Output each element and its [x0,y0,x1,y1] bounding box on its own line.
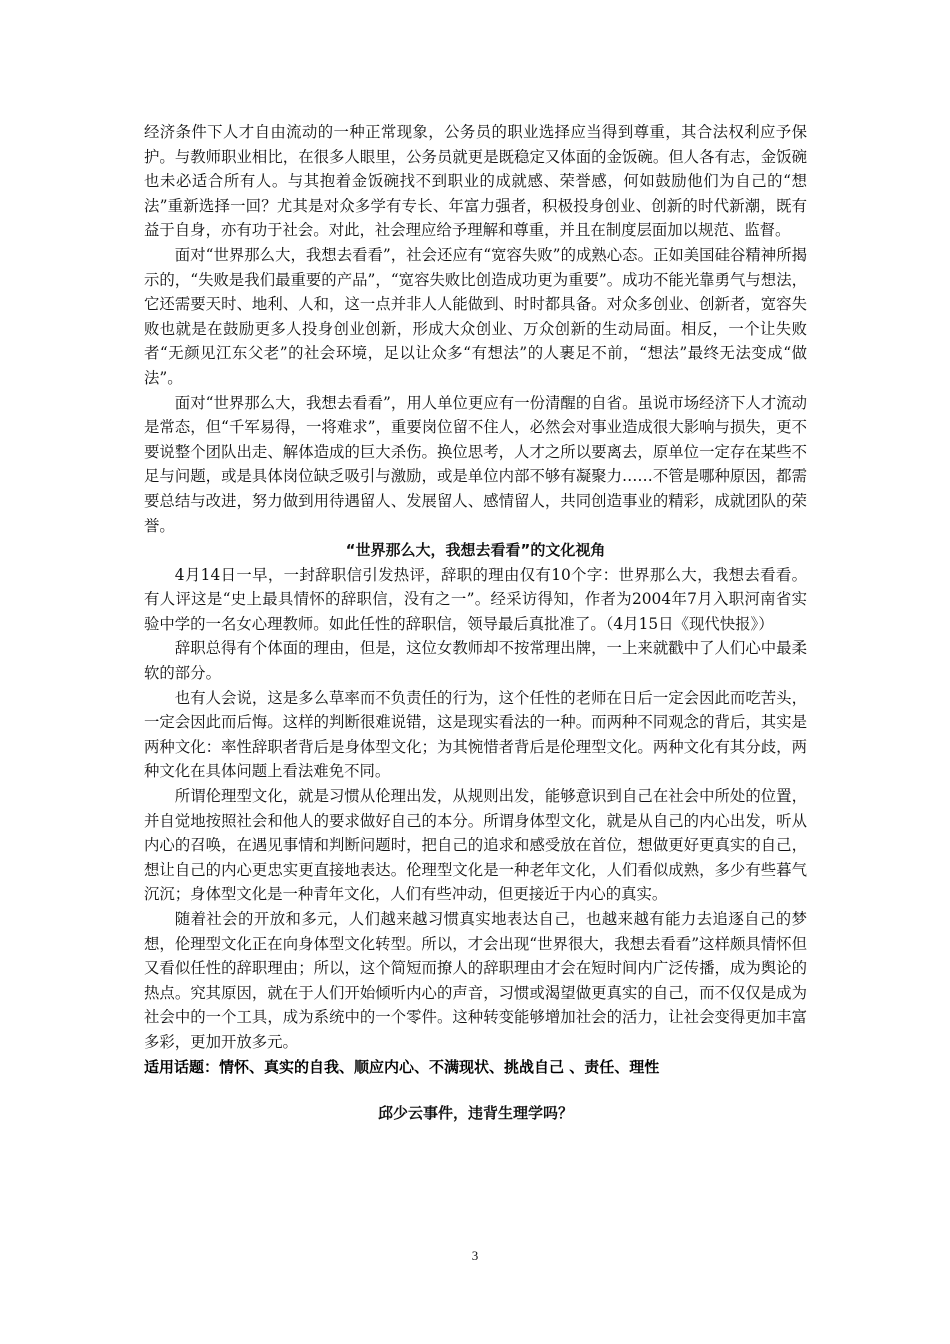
paragraph: 也有人会说，这是多么草率而不负责任的行为，这个任性的老师在日后一定会因此而吃苦头，一定会因此而后悔。这样的判断很难说错，这是现实看法的一种。而两种不同观念的背后，其实是两种文化：率性辞职者背后是身体型文化；为其惋惜者背后是伦理型文化。两种文化有其分歧，两种文化在具体问题上看法难免不同。 [144,688,807,781]
paragraph: 4月14日一早，一封辞职信引发热评，辞职的理由仅有10个字：世界那么大，我想去看看。有人评这是“史上最具情怀的辞职信，没有之一”。经采访得知，作者为2004年7月入职河南省实验中学的一名女心理教师。如此任性的辞职信，领导最后真批准了。（4月15日《现代快报》） [144,565,807,633]
paragraph: 辞职总得有个体面的理由，但是，这位女教师却不按常理出牌，一上来就戳中了人们心中最柔软的部分。 [144,639,807,683]
section-heading: “世界那么大，我想去看看”的文化视角 [345,541,606,560]
paragraph: 随着社会的开放和多元，人们越来越习惯真实地表达自己，也越来越有能力去追逐自己的梦想，伦理型文化正在向身体型文化转型。所以，才会出现“世界很大，我想去看看”这样颇具情怀但又看似任性的辞职理由；所以，这个简短而撩人的辞职理由才会在短时间内广泛传播，成为舆论的热点。究其原因，就在于人们开始倾听内心的声音，习惯或渴望做更真实的自己，而不仅仅是成为社会中的一个工具，成为系统中的一个零件。这种转变能够增加社会的活力，让社会变得更加丰富多彩，更加开放多元。 [144,910,807,1051]
next-section-heading: 邱少云事件，违背生理学吗？ [377,1104,573,1123]
paragraph: 面对“世界那么大，我想去看看”，用人单位更应有一份清醒的自省。虽说市场经济下人才流动是常态，但“千军易得，一将难求”，重要岗位留不住人，必然会对事业造成很大影响与损失，更不要说整个团队出走、解体造成的巨大杀伤。换位思考，人才之所以要离去，原单位一定存在某些不足与问题，或是具体岗位缺乏吸引与激励，或是单位内部不够有凝聚力……不管是哪种原因，都需要总结与改进，努力做到用待遇留人、发展留人、感情留人，共同创造事业的精彩，成就团队的荣誉。 [144,393,807,535]
paragraph: 所谓伦理型文化，就是习惯从伦理出发，从规则出发，能够意识到自己在社会中所处的位置，并自觉地按照社会和他人的要求做好自己的本分。所谓身体型文化，就是从自己的内心出发，听从内心的召唤，在遇见事情和判断问题时，把自己的追求和感受放在首位，想做更好更真实的自己，想让自己的内心更忠实更直接地表达。伦理型文化是一种老年文化，人们看似成熟，多少有些暮气沉沉；身体型文化是一种青年文化，人们有些冲动，但更接近于内心的真实。 [144,787,807,904]
applicable-topics: 适用话题：情怀、真实的自我、顺应内心、不满现状、挑战自己 、责任、理性 [144,1057,660,1076]
document-body [144,120,807,1126]
spacer [144,1079,807,1101]
page-number: 3 [471,1248,479,1263]
paragraph: 经济条件下人才自由流动的一种正常现象，公务员的职业选择应当得到尊重，其合法权利应予保护。与教师职业相比，在很多人眼里，公务员就更是既稳定又体面的金饭碗。但人各有志，金饭碗也未必适合所有人。与其抱着金饭碗找不到职业的成就感、荣誉感，何如鼓励他们为自己的“想法”重新选择一回？尤其是对众多学有专长、年富力强者，积极投身创业、创新的时代新潮，既有益于自身，亦有功于社会。对此，社会理应给予理解和尊重，并且在制度层面加以规范、监督。 [144,123,807,240]
paragraph: 面对“世界那么大，我想去看看”，社会还应有“宽容失败”的成熟心态。正如美国硅谷精神所揭示的，“失败是我们最重要的产品”，“宽容失败比创造成功更为重要”。成功不能光靠勇气与想法，它还需要天时、地利、人和，这一点并非人人能做到、时时都具备。对众多创业、创新者，宽容失败也就是在鼓励更多人投身创业创新，形成大众创业、万众创新的生动局面。相反，一个让失败者“无颜见江东父老”的社会环境，足以让众多“有想法”的人裹足不前，“想法”最终无法变成“做法”。 [144,245,807,387]
